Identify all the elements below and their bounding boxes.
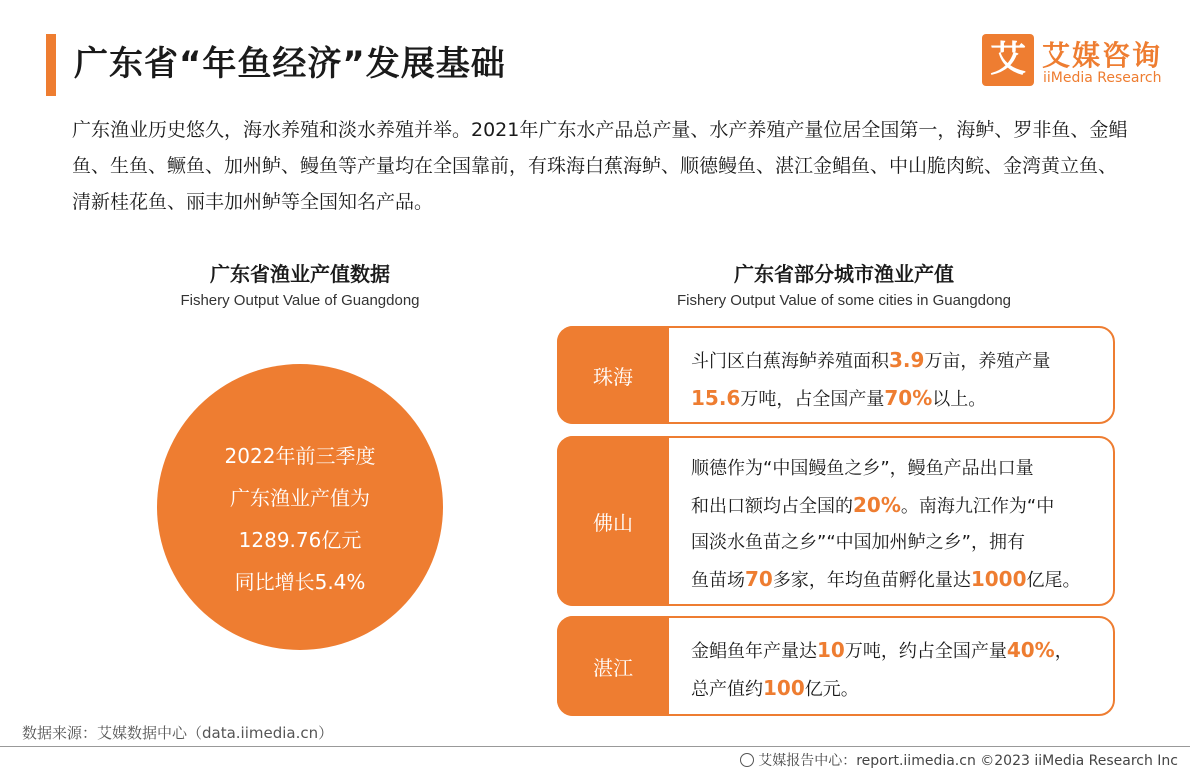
card-text-segment: 多家，年均鱼苗孵化量达 [772,570,971,591]
card-text-segment: 总产值约 [691,679,763,700]
card-text-segment: 国淡水鱼苗之乡”“中国加州鲈之乡”，拥有 [691,532,1025,553]
highlight-value: 1000 [970,567,1027,591]
right-section-subtitle: Fishery Output Value of some cities in Guangdong [676,292,1012,309]
card-line [691,670,1101,708]
highlight-value: 20% [853,493,901,517]
card-text-segment: 亿尾。 [1026,570,1081,591]
card-text-segment: 亿元。 [804,679,859,700]
page-title: 广东省“年鱼经济”发展基础 [74,44,506,84]
highlight-value: 70% [884,386,933,410]
card-text-segment: ， [1054,641,1073,662]
card-line [691,342,1101,380]
highlight-value: 3.9 [889,348,925,372]
logo-name-en: iiMedia Research [1043,70,1162,86]
circle-line: 同比增长5.4% [234,570,366,594]
brand-logo [982,34,1162,90]
city-card-text [691,451,1101,599]
data-source: 数据来源：艾媒数据中心（data.iimedia.cn） [22,724,334,742]
highlight-value: 70 [745,567,773,591]
left-section-subtitle: Fishery Output Value of Guangdong [180,292,420,309]
highlight-value: 100 [763,676,805,700]
logo-mark: 艾 [982,34,1034,86]
card-text-segment: 万亩，养殖产量 [924,351,1051,372]
left-section-title: 广东省渔业产值数据 [210,262,390,286]
highlight-value: 10 [817,638,845,662]
title-accent-bar [46,34,56,96]
circle-line: 2022年前三季度 [224,444,376,468]
highlight-value: 40% [1006,638,1055,662]
card-text-segment: 万吨，约占全国产量 [844,641,1007,662]
footer-report [740,750,1178,770]
circle-line: 广东渔业产值为 [230,486,370,510]
city-tag: 佛山 [557,436,669,606]
city-card-zhanjiang [557,616,1115,716]
city-tag: 湛江 [557,616,669,716]
card-text-segment: 顺德作为“中国鳗鱼之乡”，鳗鱼产品出口量 [691,458,1034,479]
card-text-segment: 万吨，占全国产量 [740,389,885,410]
right-section-title: 广东省部分城市渔业产值 [734,262,954,286]
city-card-foshan [557,436,1115,606]
intro-paragraph: 广东渔业历史悠久，海水养殖和淡水养殖并举。2021年广东水产品总产量、水产养殖产量位居全国第一，海鲈、罗非鱼、金鲳鱼、生鱼、鳜鱼、加州鲈、鳗鱼等产量均在全国靠前，有珠海白蕉海鲈、顺德鳗鱼、湛江金鲳鱼、中山脆肉鲩、金湾黄立鱼、清新桂花鱼、丽丰加州鲈等全国知名产品。 [72,119,1128,213]
card-text-segment: 斗门区白蕉海鲈养殖面积 [691,351,889,372]
card-line [691,487,1101,525]
city-tag: 珠海 [557,326,669,424]
circle-line: 1289.76亿元 [238,528,362,552]
card-text-segment: 鱼苗场 [691,570,745,591]
card-text-segment: 和出口额均占全国的 [691,496,853,517]
card-line [691,380,1101,418]
city-card-text [691,342,1101,418]
card-text-segment: 。南海九江作为“中 [900,496,1055,517]
highlight-value: 15.6 [691,386,741,410]
card-line [691,632,1101,670]
globe-icon [740,753,754,767]
card-line [691,525,1101,561]
footer-divider [0,746,1190,747]
logo-name-cn: 艾媒咨询 [1042,39,1163,72]
city-card-text [691,632,1101,708]
output-circle [157,364,443,650]
card-line [691,451,1101,487]
card-text-segment: 以上。 [932,389,987,410]
city-card-zhuhai [557,326,1115,424]
footer-report-text: 艾媒报告中心：report.iimedia.cn ©2023 iiMedia Research Inc [758,753,1178,769]
card-line [691,561,1101,599]
card-text-segment: 金鲳鱼年产量达 [691,641,817,662]
